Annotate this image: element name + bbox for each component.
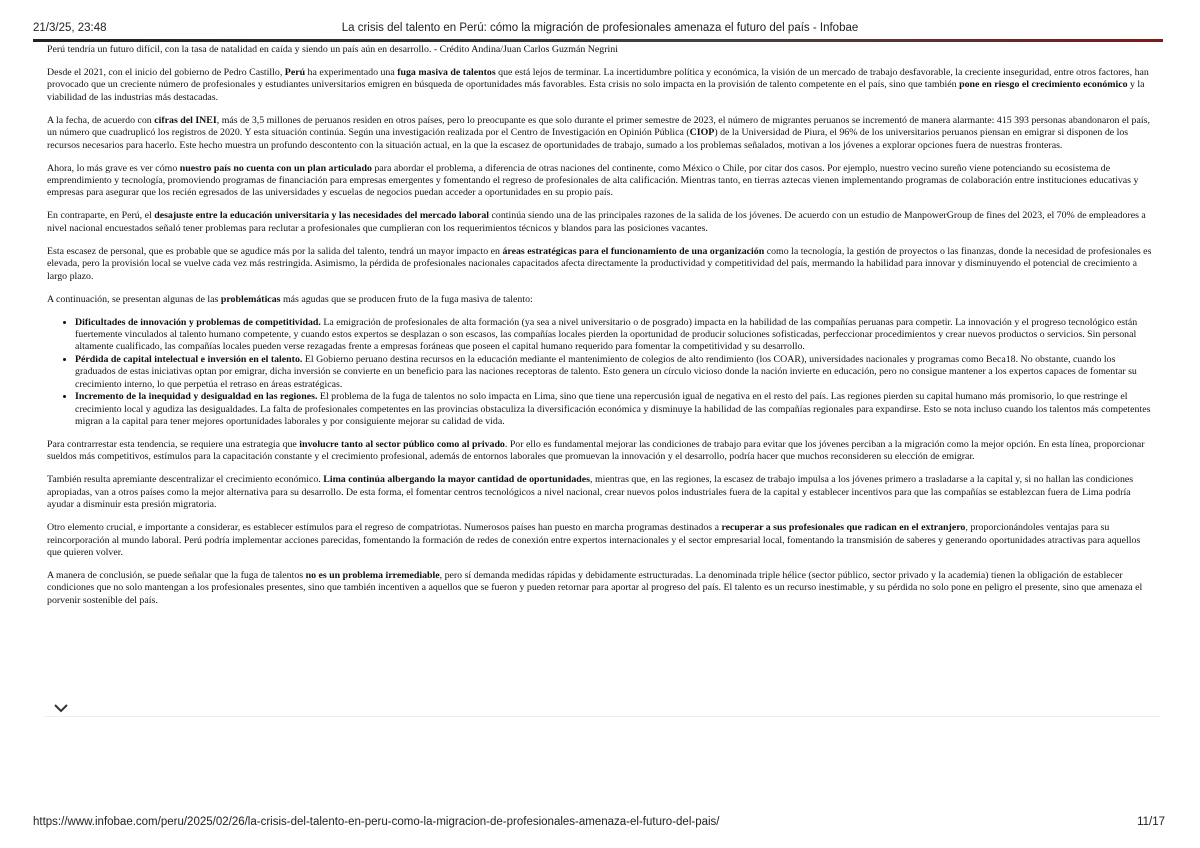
header-divider xyxy=(33,39,1163,42)
list-item: • Incremento de la inequidad y desigualdad en las regiones. El problema de la fuga de talentos no solo impacta en Lima, sino que tiene una repercusión igual de negativa en el resto del país. Las regiones pierden su capital humano más promisorio, lo que restringe el crecimiento local y agudiza las desigualdades. La falta de profesionales competentes en las provincias obstaculiza la diversificación económica y disminuye la habilidad de las compañías regionales para expandirse. Esto se nota incluso cuando los talentos más competentes migran a la capital para tener mejores oportunidades laborales y por consiguiente mejorar su calidad de vida. xyxy=(75,391,1155,428)
paragraph-8: También resulta apremiante descentralizar el crecimiento económico. Lima continúa albergando la mayor cantidad de oportunidades, mientras que, en las regiones, la escasez de trabajo impulsa a los jóvenes primero a trasladarse a la capital y, si no hallan las condiciones apropiadas, van a otros países como la mejor alternativa para su desarrollo. De esta forma, el fomentar centros tecnológicos a nivel nacional, crear nuevos polos industriales fuera de la capital y establecer incentivos para que las compañías se establezcan fuera de Lima podría ayudar a disminuir esta presión migratoria. xyxy=(47,474,1134,511)
list-item: • Dificultades de innovación y problemas de competitividad. La emigración de profesionales de alta formación (ya sea a nivel universitario o de posgrado) impacta en la habilidad de las compañías peruanas para competir. La innovación y el progreso tecnológico están fuertemente vinculados al talento humano competente, y cuando estos expertos se desplazan o son escasos, las compañías locales pierden la oportunidad de producir soluciones sofisticadas, perfeccionar procedimientos y crear nuevos productos o servicios. Sin personal altamente cualificado, las compañías locales pueden verse rezagadas frente a empresas foráneas que poseen el capital humano requerido para fomentar la competitividad y su desarrollo. xyxy=(75,317,1155,354)
paragraph-6: A continuación, se presentan algunas de las problemáticas más agudas que se producen fruto de la fuga masiva de talento: xyxy=(47,293,533,305)
content-divider xyxy=(44,716,1160,717)
problems-list xyxy=(47,317,1155,429)
paragraph-5: Esta escasez de personal, que es probable que se agudice más por la salida del talento, tendrá un mayor impacto en áreas estratégicas para el funcionamiento de una organización como la tecnología, la gestión de proyectos o las finanzas, donde la necesidad de profesionales es elevada, pero la provisión local se vuelve cada vez más restringida. Asimismo, la pérdida de profesionales nacionales capacitados afecta directamente la productividad y competitividad del país, mermando la habilidad para innovar y disminuyendo el potencial de crecimiento a largo plazo. xyxy=(47,245,1152,282)
chevron-down-icon[interactable] xyxy=(52,701,70,715)
list-item: • Pérdida de capital intelectual e inversión en el talento. El Gobierno peruano destina recursos en la educación mediante el mantenimiento de colegios de alto rendimiento (los COAR), universidades nacionales y programas como Beca18. No obstante, cuando los graduados de estas iniciativas optan por emigrar, dicha inversión se convierte en un beneficio para las naciones receptoras de talento. Esto genera un círculo vicioso donde la nación invierte en educación, pero no consigue mantener a los expertos capaces de fomentar su crecimiento interno, lo que perpetúa el retraso en áreas estratégicas. xyxy=(75,354,1155,391)
paragraph-9: Otro elemento crucial, e importante a considerar, es establecer estímulos para el regreso de compatriotas. Numerosos países han puesto en marcha programas destinados a recuperar a sus profesionales que radican en el extranjero, proporcionándoles ventajas para su reincorporación al mundo laboral. Perú podría implementar acciones parecidas, fomentando la formación de redes de conexión entre expertos internacionales y el sector empresarial local, fomentando la transmisión de saberes y generando oportunidades atractivas para aquellos que quieren volver. xyxy=(47,522,1141,558)
article-body xyxy=(47,44,1155,618)
paragraph-1: Desde el 2021, con el inicio del gobierno de Pedro Castillo, Perú ha experimentado una fuga masiva de talentos que está lejos de terminar. La incertidumbre política y económica, la visión de un mercado de trabajo desfavorable, la creciente inseguridad, entre otros factores, han provocado que un creciente número de profesionales y estudiantes universitarios emigren en búsqueda de oportunidades más favorables. Esta crisis no solo impacta en la provisión de talento competente en el país, sino que también pone en riesgo el crecimiento económico y la viabilidad de las industrias más destacadas. xyxy=(47,67,1149,103)
image-caption: Perú tendría un futuro difícil, con la tasa de natalidad en caída y siendo un país aún en desarrollo. - Crédito Andina/Juan Carlos Guzmán Negrini xyxy=(47,44,618,55)
paragraph-7: Para contrarrestar esta tendencia, se requiere una estrategia que involucre tanto al sector público como al privado. Por ello es fundamental mejorar las condiciones de trabajo para evitar que los jóvenes perciban a la migración como la mejor opción. En esta línea, proporcionar sueldos más competitivos, estímulos para la capacitación constante y el crecimiento profesional, además de entornos laborales que promuevan la innovación y el desarrollo, podría hacer que muchos reconsideren su elección de emigrar. xyxy=(47,438,1145,463)
page-title: La crisis del talento en Perú: cómo la migración de profesionales amenaza el futuro del país - Infobae xyxy=(341,22,859,34)
print-date: 21/3/25, 23:48 xyxy=(33,22,107,34)
paragraph-3: Ahora, lo más grave es ver cómo nuestro país no cuenta con un plan articulado para abordar el problema, a diferencia de otras naciones del continente, como México o Chile, por citar dos casos. Por ejemplo, nuestro vecino sureño viene potenciando su ecosistema de emprendimiento y tecnología, promoviendo programas de financiación para empresas emergentes y fomentando el regreso de profesionales de alta calificación. Mientras tanto, en tierras aztecas vienen implementando programas de colaboración entre instituciones educativas y empresas para asegurar que los recién egresados de las universidades y escuelas de negocios puedan acceder a oportunidades en su propio país. xyxy=(47,162,1139,199)
paragraph-4: En contraparte, en Perú, el desajuste entre la educación universitaria y las necesidades del mercado laboral continúa siendo una de las principales razones de la salida de los jóvenes. De acuerdo con un estudio de ManpowerGroup de fines del 2023, el 70% de empleadores a nivel nacional encuestados señaló tener problemas para reclutar a profesionales que cumplieran con los requerimientos técnicos y blandos para las posiciones vacantes. xyxy=(47,210,1146,234)
page-url: https://www.infobae.com/peru/2025/02/26/la-crisis-del-talento-en-peru-como-la-migracion-de-profesionales-amenaza-el-futuro-del-pais/ xyxy=(33,816,720,828)
page-number: 11/17 xyxy=(1137,816,1165,828)
paragraph-10: A manera de conclusión, se puede señalar que la fuga de talentos no es un problema irremediable, pero sí demanda medidas rápidas y debidamente estructuradas. La denominada triple hélice (sector público, sector privado y la academia) tienen la obligación de establecer condiciones que no solo mantengan a los profesionales presentes, sino que también incentiven a aquellos que se fueron y pueden retornar para aportar al progreso del país. El talento es un recurso inestimable, y su pérdida no solo pone en peligro el presente, sino que amenaza el porvenir sostenible del país. xyxy=(47,569,1143,606)
print-header xyxy=(0,0,1200,40)
paragraph-2: A la fecha, de acuerdo con cifras del INEI, más de 3,5 millones de peruanos residen en otros países, pero lo preocupante es que solo durante el primer semestre de 2023, el número de migrantes peruanos se incrementó de manera alarmante: 415 393 personas abandonaron el país, un número que cuadruplicó los registros de 2020. Y esta situación continúa. Según una investigación realizada por el Centro de Investigación en Opinión Pública (CIOP) de la Universidad de Piura, el 96% de los universitarios peruanos piensan en emigrar si disponen de los recursos necesarios para hacerlo. Este hecho muestra un profundo descontento con la situación actual, en la que la escasez de oportunidades de trabajo, sumado a los problemas señalados, motivan a los jóvenes a explorar opciones fuera de nuestras fronteras. xyxy=(47,114,1150,151)
